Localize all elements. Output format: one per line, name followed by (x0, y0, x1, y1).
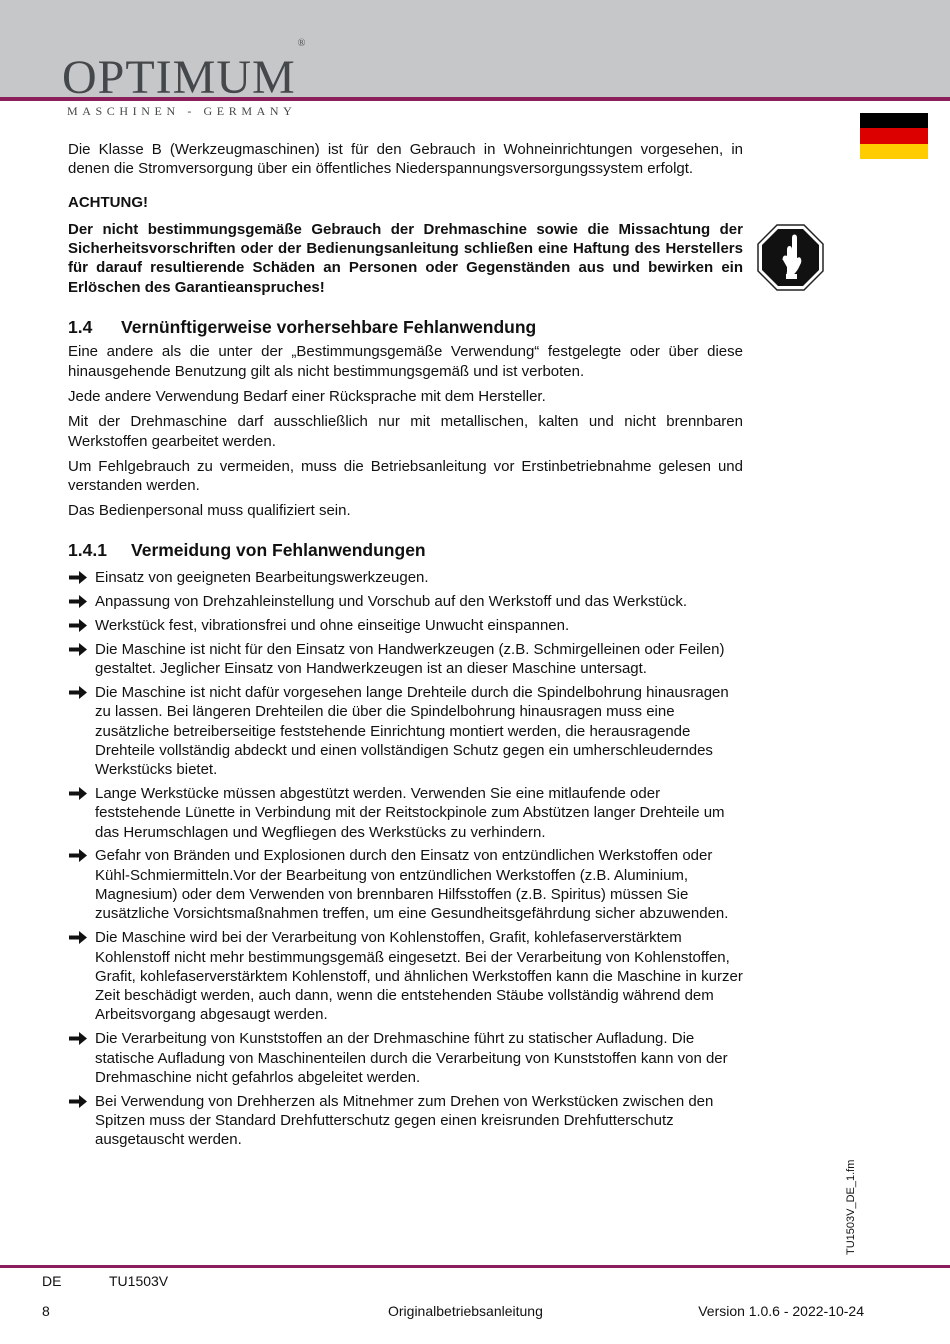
footer-model: TU1503V (109, 1273, 169, 1289)
list-item-text: Die Maschine ist nicht dafür vorgesehen lange Drehteile durch die Spindelbohrung hinausragen zu lassen. Bei längeren Drehteilen die über die Spindelbohrung hinausragen muss eine zusätzliche betreiberseitige feststehende Einrichtung montiert werden, die herausragende Drehteile vollständig abdeckt und einen vollständigen Schutz gegen ein umherschleuderndes Werkstücks bietet. (95, 683, 729, 779)
paragraph: Das Bedienpersonal muss qualifiziert sein. (68, 502, 351, 520)
list-item (68, 928, 743, 1024)
list-item (68, 683, 743, 779)
list-item (68, 616, 743, 635)
warning-title: ACHTUNG! (68, 193, 148, 211)
logo-text: OPTIMUM (62, 51, 296, 104)
arrow-right-icon (68, 786, 88, 801)
paragraph: Um Fehlgebrauch zu vermeiden, muss die Betriebsanleitung vor Erstinbetriebnahme gelesen und verstanden werden. (68, 457, 743, 495)
paragraph: Eine andere als die unter der „Bestimmungsgemäße Verwendung“ festgelegte oder über diese hinausgehende Benutzung gilt als nicht bestimmungsgemäß und ist verboten. (68, 343, 743, 380)
list-item (68, 1029, 743, 1087)
footer-rule (0, 1265, 950, 1268)
bullet-list (68, 568, 743, 1150)
arrow-right-icon (68, 848, 88, 863)
list-item-text: Gefahr von Bränden und Explosionen durch den Einsatz von entzündlichen Werkstoffen oder Kühl-Schmiermitteln.Vor der Bearbeitung von entzündlichen Werkstoffen (z.B. Aluminium, Magnesium) oder dem Verwenden von brennbaren Hilfsstoffen (z.B. Spiritus) müssen Sie zusätzliche Vorsichtsmaßnahmen treffen, um eine Gesundheitsgefährdung sicher abzuwenden. (95, 847, 729, 923)
brand-logo (62, 38, 307, 104)
arrow-right-icon (68, 618, 88, 633)
arrow-right-icon (68, 685, 88, 700)
section-number: 1.4.1 (68, 539, 107, 560)
section-heading-1-4-1 (68, 541, 743, 560)
paragraph: Jede andere Verwendung Bedarf einer Rücksprache mit dem Hersteller. (68, 387, 546, 405)
file-code: TU1503V_DE_1.fm (845, 1159, 857, 1255)
page-number: 8 (42, 1303, 50, 1319)
main-content (68, 140, 743, 1154)
list-item (68, 1092, 743, 1150)
list-item-text: Einsatz von geeigneten Bearbeitungswerkzeugen. (95, 569, 429, 587)
section-number: 1.4 (68, 317, 93, 338)
list-item (68, 640, 743, 679)
section-title: Vernünftigerweise vorhersehbare Fehlanwendung (121, 317, 537, 338)
list-item (68, 846, 743, 923)
footer-version: Version 1.0.6 - 2022-10-24 (698, 1303, 864, 1319)
arrow-right-icon (68, 1031, 88, 1046)
stop-hand-icon (757, 224, 824, 291)
section-title: Vermeidung von Fehlanwendungen (131, 539, 426, 560)
arrow-right-icon (68, 594, 88, 609)
warning-text: Der nicht bestimmungsgemäße Gebrauch der Drehmaschine sowie die Missachtung der Sicherheitsvorschriften oder der Bedienungsanleitung schließen eine Haftung des Herstellers für darauf resultierende Schäden an Personen oder Gegenständen aus und bewirken ein Erlöschen des Garantieanspruches! (68, 220, 743, 296)
list-item-text: Die Maschine ist nicht für den Einsatz von Handwerkzeugen (z.B. Schmirgelleinen oder Feilen) gestaltet. Jeglicher Einsatz von Handwerkzeugen ist an dieser Maschine untersagt. (95, 640, 725, 678)
list-item-text: Bei Verwendung von Drehherzen als Mitnehmer zum Drehen von Werkstücken zwischen den Spitzen muss der Standard Drehfutterschutz gegen einen kreisrunden Drehfutterschutz ausgetauscht werden. (95, 1092, 714, 1149)
list-item-text: Anpassung von Drehzahleinstellung und Vorschub auf den Werkstoff und das Werkstück. (95, 592, 688, 610)
registered-mark: ® (297, 38, 307, 49)
list-item (68, 592, 743, 611)
german-flag-icon (860, 113, 928, 159)
list-item-text: Die Verarbeitung von Kunststoffen an der Drehmaschine führt zu statischer Aufladung. Die statische Aufladung von Maschinenteilen durch die Verarbeitung von Kunststoffen kann von der Drehmaschine nicht gefahrlos abgeleitet werden. (95, 1030, 728, 1086)
arrow-right-icon (68, 930, 88, 945)
arrow-right-icon (68, 570, 88, 585)
list-item-text: Werkstück fest, vibrationsfrei und ohne einseitige Unwucht einspannen. (95, 616, 570, 634)
list-item (68, 568, 743, 587)
footer-doc-title: Originalbetriebsanleitung (388, 1303, 543, 1319)
list-item-text: Die Maschine wird bei der Verarbeitung von Kohlenstoffen, Grafit, kohlefaserverstärktem Kohlenstoff nicht mehr bestimmungsgemäß eingesetzt. Bei der Verarbeitung von Kohlenstoffen, Grafit, kohlefaserverstärktem Kohlenstoff, und ähnlichen Werkstoffen kann die Maschine in kurzer Zeit beschädigt werden, auch dann, wenn die entstehenden Stäube vollständig während dem Arbeitsvorgang abgesaugt werden. (95, 929, 743, 1024)
footer-language: DE (42, 1273, 62, 1289)
section-heading-1-4 (68, 318, 743, 337)
logo-subtitle: MASCHINEN - GERMANY (67, 104, 297, 118)
list-item-text: Lange Werkstücke müssen abgestützt werden. Verwenden Sie eine mitlaufende oder feststehende Lünette in Verbindung mit der Reitstockpinole zum Abstützen langer Drehteile um das Herumschlagen und Wegfliegen des Werkstücks zu verhindern. (95, 784, 725, 841)
list-item (68, 784, 743, 842)
arrow-right-icon (68, 642, 88, 657)
intro-paragraph: Die Klasse B (Werkzeugmaschinen) ist für den Gebrauch in Wohneinrichtungen vorgesehen, in denen die Stromversorgung über ein öffentliches Niederspannungsversorgungssystem erfolgt. (68, 141, 743, 178)
paragraph: Mit der Drehmaschine darf ausschließlich nur mit metallischen, kalten und nicht brennbaren Werkstoffen gearbeitet werden. (68, 413, 743, 450)
arrow-right-icon (68, 1094, 88, 1109)
